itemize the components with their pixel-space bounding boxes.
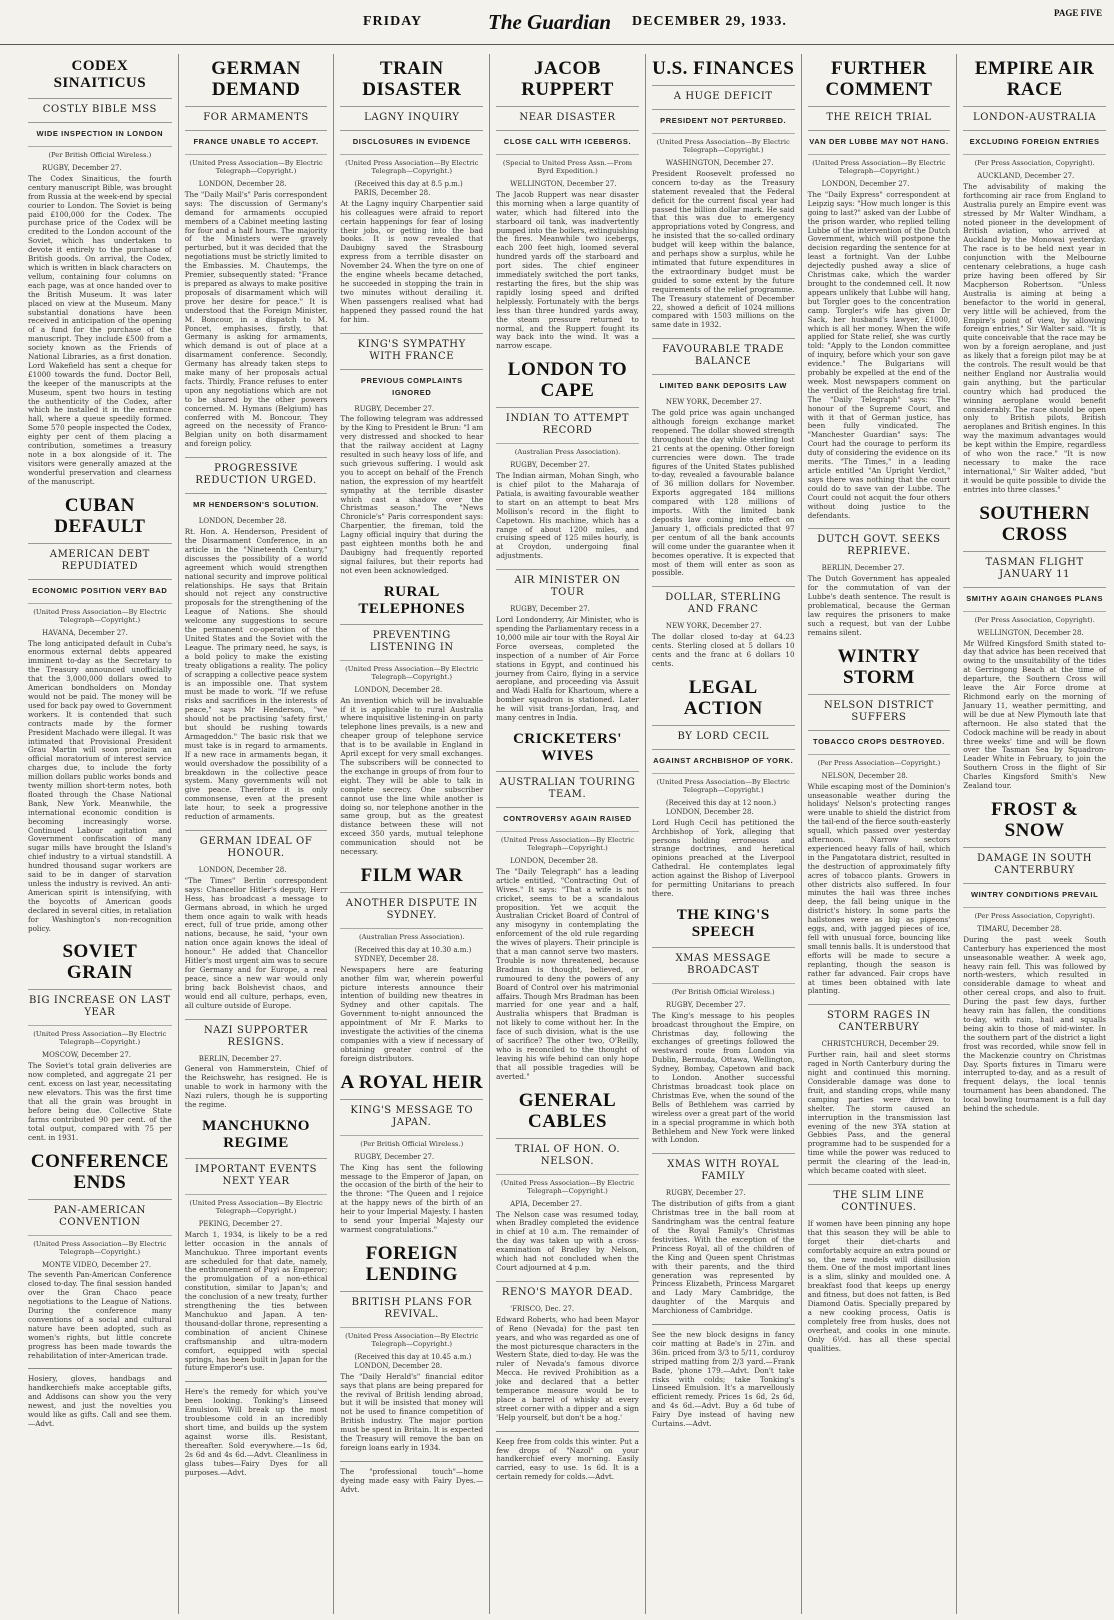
news-column-6: [801, 54, 957, 1614]
article-subheading: XMAS WITH ROYAL FAMILY: [652, 1153, 795, 1183]
article-subheading: WIDE INSPECTION IN LONDON: [28, 122, 172, 140]
article-subheading: ECONOMIC POSITION VERY BAD: [28, 579, 172, 597]
article-headline: RURAL TELEPHONES: [358, 583, 466, 617]
advertisement-text: See the new block designs in fancy coir matting at Bade's in 27in. and 36in. priced from 3/3 to 5/11, corduroy striped matting from 2/3 yard.—Frank Bade, 'phone 179.—Advt. Don't take risks with colds; take Tonking's Linseed Emulsion. It's a marvellously efficient remedy. Prices 1s 6d, 2s 6d, and 4s 6d.—Advt. Buy a 6d tube of Fairy Dye instead of having new Curtains.—Advt.: [651, 1330, 795, 1429]
article-body: The "Daily Express" correspondent at Leipzig says: "How much longer is this going to last?" asked van der Lubbe of the prison warder, who replied telling Lubbe of the intervention of the Dutch Government, which will postpone the decision regarding the sentence for at least a fortnight. Van der Lubbe dejectedly pushed away a slice of Christmas cake, which the warder brought to the condemned cell. It now appears unlikely that Lubbe will hang, but Torgler goes to the concentration camp. Torgler's wife has given Dr Sack, her husband's lawyer, £1000, which is all her money. When the wife applied for State relief, she was curtly told: "Apply to the London committee of inquiry, before which your son gave evidence." The Bulgarians will probably be expelled at the end of the week. Most newspapers comment on the verdict of the Reichstag fire trial. The "Daily Telegraph" says: The honour of the Supreme Court, and with it that of German justice, has been fully vindicated. The "Manchester Guardian" says: The Court had the courage to perform its duty of considering the evidence on its merits. "The Times," in a leading article entitled "An Upright Verdict," says there was nothing that the court could do to save van der Lubbe. The Court could not acquit the four others without doing justice to the defendants.: [807, 189, 951, 520]
divider-rule: [28, 1368, 172, 1369]
advertisement-text: The "professional touch"—home dyeing made easy with Fairy Dyes.—Advt.: [340, 1466, 484, 1494]
article-dateline: BERLIN, December 27.: [821, 564, 905, 573]
news-column-5: [645, 54, 801, 1614]
article-headline: FURTHER COMMENT: [825, 58, 933, 100]
news-column-3: [333, 54, 489, 1614]
article-subheading: COSTLY BIBLE MSS: [28, 98, 172, 116]
article-dateline: NEW YORK, December 27.: [665, 398, 762, 407]
article-subheading: LIMITED BANK DEPOSITS LAW: [652, 374, 795, 392]
article-credit: (United Press Association—By Electric Telegraph—Copyright.): [652, 773, 795, 794]
article: [28, 58, 172, 487]
article-body: "The Times" Berlin correspondent says: Chancellor Hitler's deputy, Herr Hess, has broadcast a message to Germans abroad, in which he urged them once again to walk with heads erect, full of true pride, among other nations, because, he said, "your own nation once again knows the ideal of honour." He added that Chancellor Hitler's most urgent aim was to secure for Germany and for Europe, a real peace, since a new war would only bring back Bolshevist chaos, and would end all culture, perhaps, even, all culture outside of Europe.: [184, 875, 328, 1010]
article-subheading: BRITISH PLANS FOR REVIVAL.: [340, 1291, 483, 1321]
article-headline: EMPIRE AIR RACE: [974, 58, 1095, 100]
article-dateline: (Received this day at 12 noon.) LONDON, December 28.: [665, 798, 777, 816]
divider-rule: [652, 1324, 795, 1325]
article-headline: GENERAL CABLES: [518, 1089, 617, 1132]
article-subheading: NAZI SUPPORTER RESIGNS.: [185, 1019, 328, 1049]
article-headline: THE KING'S SPEECH: [676, 906, 770, 940]
masthead-date: DECEMBER 29, 1933.: [632, 14, 787, 29]
article-credit: (United Press Association—By Electric Telegraph—Copyright.): [28, 1025, 172, 1046]
article-body: During the past week South Canterbury has experienced the most unseasonable weather. A week ago, heavy rain fell. This was followed by north-westers, which resulted in considerable damage to wheat and other cereal crops, and also to fruit. During the past few days, further heavy rain has fallen, the conditions to-day, with rain, hail and squalls being akin to those of mid-winter. In the southern part of the district a light frost was recorded, while snow fell in the Mackenzie country on Christmas Day. Sports fixtures in Timaru were interrupted to-day, and as a result of frequent delays, the local tennis tournament has been abandoned. The local bowling tournament is a full day behind the schedule.: [963, 934, 1106, 1114]
article: [340, 1243, 483, 1453]
article-dateline: LONDON, December 27.: [821, 180, 910, 188]
article-body: General von Hammerstein, Chief of the Reichswehr, has resigned. He is unable to work in harmony with the Nazi rulers, though he is supporting the regime.: [184, 1064, 328, 1110]
article-dateline: PEKING, December 27.: [198, 1219, 283, 1228]
article-dateline: LONDON, December 28.: [510, 856, 598, 865]
article-dateline: APIA, December 27.: [510, 1199, 582, 1208]
article: [496, 1281, 639, 1423]
article: [340, 584, 483, 857]
article-subheading: DISCLOSURES IN EVIDENCE: [340, 130, 483, 148]
article-dateline: AUCKLAND, December 27.: [977, 172, 1075, 180]
article-subheading: KING'S SYMPATHY WITH FRANCE: [340, 333, 483, 363]
advertisement-text: Here's the remedy for which you've been looking. Tonking's Linseed Emulsion. Will break up the most troublesome cold in an incredibly short time, and builds up the system against worse ills. Resistant, thereafter. Sold everywhere.—1s 6d, 2s 6d and 4s 6d.—Advt. Cleanliness in glass tubes—Fairy Dyes for all purposes.—Advt.: [184, 1387, 328, 1477]
article-credit: (Per British Official Wireless.): [340, 1135, 483, 1148]
article: [652, 677, 795, 899]
article-subheading: LONDON-AUSTRALIA: [963, 106, 1106, 124]
article-dateline: LONDON, December 28.: [198, 866, 287, 874]
article-subheading: IMPORTANT EVENTS NEXT YEAR: [185, 1158, 328, 1188]
article-body: Newspapers here are featuring another film war, wherein powerful picture interests announce their intention of building new theatres in Sydney and other capitals. The Government to-night announced the appointment of Mr F. Marks to investigate the activities of the cinema companies with a view if necessary of obtaining greater control of the foreign distributors.: [340, 964, 484, 1063]
news-column-1: [22, 54, 178, 1614]
article-headline: U.S. FINANCES: [652, 58, 795, 79]
article-headline: JACOB RUPPERT: [521, 58, 614, 100]
masthead-day: FRIDAY: [363, 14, 423, 29]
article-body: The distribution of gifts from a giant Christmas tree in the ball room at Sandringham was the central feature of the Royal Family's Christmas festivities. With the exception of the Princess Royal, all of the children of the King and Queen spent Christmas with their parents, and the third generation was represented by Princess Elizabeth, Princess Margaret and Lady Mary Cambridge, the daughter of the Marquis and Marchioness of Cambridge.: [651, 1199, 795, 1316]
article-dateline: CHRISTCHURCH, December 29.: [821, 1040, 939, 1049]
advertisement-text: Keep free from colds this winter. Put a few drops of "Nazol" on your handkerchief every morning. Easily carried, easy to use. 1s 6d. It is a certain remedy for colds.—Advt.: [496, 1436, 639, 1482]
article-credit: (United Press Association—By Electric Telegraph—Copyright.): [652, 133, 795, 154]
article-dateline: RUGBY, December 27.: [42, 164, 122, 172]
article-body: President Roosevelt professed no concern to-day as the Treasury statement revealed that the Federal deficit for the current fiscal year had passed the billion dollar mark. He said that this was due to emergency appropriations voted by Congress, and he insisted that the so-called ordinary budget will keep within the balance, and perhaps show a surplus, while he intimated that future expenditures in the extraordinary budget must be guided to some extent by the future requirements of the relief programme. The Treasury statement of December 22, showed a deficit of 1024 millions compared with 1503 millions on the same date in 1932.: [651, 168, 795, 330]
article-body: The King's message to his peoples broadcast throughout the Empire, on Christmas day, following the exchanges of greetings followed the westward route from London via Dublin, Bermuda, Ottawa, Wellington, Sydney, Bombay, Capetown and back to London. Another successful Christmas broadcast took place on Christmas Eve, when the sound of the Bells of Bethlehem was carried by wireless over a great part of the world in a special programme in which both Bethlehem and New York were linked with London.: [651, 1010, 795, 1145]
article: [496, 731, 639, 1082]
article-headline: CRICKETERS' WIVES: [513, 730, 622, 764]
article-headline: CONFERENCE ENDS: [30, 1150, 169, 1193]
article-headline: LONDON TO CAPE: [507, 359, 628, 402]
article: [652, 586, 795, 669]
article: [496, 359, 639, 561]
article-credit: (United Press Association—By Electric Telegraph—Copyright.): [185, 1194, 328, 1215]
article-dateline: RUGBY, December 27.: [510, 605, 590, 614]
article-body: Edward Roberts, who had been Mayor of Reno (Nevada) for the past ten years, and who was regarded as one of the most picturesque characters in the Western State, died to-day. He was the ruler of Nevada's famous divorce Mecca. He revived Prohibition as a joke and declared that a better temperance measure would be to place a barrel of whisky at every street corner with a dipper and a sign 'Help yourself, but don't be a hog.': [496, 1314, 639, 1422]
article-credit: (United Press Association—By Electric Telegraph—Copyright.): [808, 154, 951, 175]
article: [808, 646, 951, 997]
article-dateline: RUGBY, December 27.: [510, 461, 590, 470]
article-subheading: AMERICAN DEBT REPUDIATED: [28, 543, 172, 573]
article-credit: (Australian Press Association).: [496, 443, 639, 456]
article-subheading: DOLLAR, STERLING AND FRANC: [652, 586, 795, 616]
article: [185, 457, 328, 822]
article-credit: (United Press Association—By Electric Telegraph—Copyright.): [340, 660, 483, 681]
article-subheading: FOR ARMAMENTS: [185, 106, 328, 124]
article: [652, 1153, 795, 1316]
article-body: The King has sent the following message to the Emperor of Japan, on the occasion of the birth of the heir to the throne: "The Queen and I rejoice at the happy news of the birth of an heir to your Imperial Majesty. I hasten to send your Imperial Majesty our warmest congratulations.": [340, 1162, 484, 1234]
article: [185, 1019, 328, 1110]
article-subheading: TOBACCO CROPS DESTROYED.: [808, 730, 951, 748]
article: [185, 58, 328, 449]
article: [340, 865, 483, 1064]
article-body: Further rain, hail and sleet storms raged in North Canterbury during the night and continued this morning. Considerable damage was done to fruit, and standing crops, while many camping parties were driven to shelter. The storm caused an interruption in the transmission last evening of the new 3YA station at Gebbies Pass, and the general programme had to be suspended for a time while the power was reduced to permit the clearing of the lead-in, which became coated with sleet.: [807, 1050, 951, 1176]
article-subheading: LAGNY INQUIRY: [340, 106, 483, 124]
article-dateline: NELSON, December 28.: [821, 771, 908, 780]
article-dateline: BERLIN, December 27.: [198, 1054, 282, 1063]
article-credit: (United Press Association—By Electric Telegraph—Copyright.): [496, 831, 639, 852]
article-subheading: A HUGE DEFICIT: [652, 85, 795, 103]
advertisement-text: Hosiery, gloves, handbags and handkerchiefs make acceptable gifts, and Addisons can show you the very newest, and just the novelties you would like as gifts. Call and see them.—Advt.: [28, 1374, 172, 1428]
article-body: At the Lagny inquiry Charpentier said his colleagues were afraid to report certain happenings for fear of losing their jobs, or getting into the bad books. It is now revealed that Daubigny saved the Strasbourg express from a terrible disaster on November 24. When the tyre on one of the engine wheels became detached, he succeeded in stopping the train in two minutes without derailing it. When passengers realised what had happened they passed round the hat for him.: [340, 198, 484, 324]
article-subheading: MR HENDERSON'S SOLUTION.: [185, 493, 328, 511]
article-subheading: PREVENTING LISTENING IN: [340, 624, 483, 654]
article: [340, 58, 483, 325]
article-headline: FILM WAR: [360, 864, 463, 886]
article-headline: A ROYAL HEIR: [340, 1071, 484, 1093]
article: [496, 1090, 639, 1273]
article-credit: (Special to United Press Assn.—From Byrd Expedition.): [496, 154, 639, 175]
article-body: The Soviet's total grain deliveries are now completed, and aggregate 21 per cent. excess on last year, necessitating new elevators. This was the first time that all the grain was brought in before being due. Collective State farms contributed 90 per cent. of the total output, compared with 75 per cent. in 1931.: [28, 1061, 172, 1142]
article-headline: MANCHUKNO REGIME: [202, 1117, 310, 1151]
article-dateline: RUGBY, December 27.: [354, 404, 435, 413]
masthead: [0, 0, 1114, 45]
article-headline: GERMAN DEMAND: [211, 58, 301, 100]
article-body: The "Daily Mail's" Paris correspondent says: The discussion of Germany's demand for armaments occupied members of a Cabinet meeting lasting for four and a half hours. The majority of the Ministers were gravely perturbed, but it was decided that the negotiations must be strictly limited to the Embassies. M. Chautemps, the Premier, subsequently stated: "France is prepared as always to make positive proposals of disarmament which will prove her desire for peace." It is understood that the Foreign Minister, M. Boncour, in a dispatch to M. Poncet, emphasises, firstly, that Germany is asking for armaments, which demand is out of place at a disarmament conference. Secondly, Germany has already taken steps to make many of her proposals actual facts. Thirdly, France refuses to enter upon any negotiations which are not to be shared by the other powers concerned. M. Hymans (Belgium) has conferred with M. Boncour. They agreed on the necessity of Franco-Belgian unity on both disarmament and foreign policy.: [184, 189, 328, 449]
divider-rule: [496, 1431, 639, 1432]
article: [808, 1004, 951, 1176]
article-subheading: STORM RAGES IN CANTERBURY: [808, 1004, 951, 1034]
article-credit: (United Press Association—By Electric Telegraph—Copyright.): [28, 603, 172, 624]
divider-rule: [340, 1461, 483, 1462]
article-subheading: THE SLIM LINE CONTINUES.: [808, 1184, 951, 1214]
article-subheading: WINTRY CONDITIONS PREVAIL: [963, 883, 1106, 901]
article: [185, 830, 328, 1011]
article-dateline: HAVANA, December 27.: [42, 628, 128, 637]
article-dateline: LONDON, December 28.: [354, 685, 443, 694]
article-credit: (United Press Association—By Electric Telegraph—Copyright.): [28, 1235, 172, 1256]
article-subheading: FRANCE UNABLE TO ACCEPT.: [185, 130, 328, 148]
article-body: While escaping most of the Dominion's unseasonable weather during the holidays' Nelson's protecting ranges were unable to shield the district from the tail-end of the fierce south-easterly squall, which passed over yesterday afternoon. Narrow sectors experienced heavy falls of hail, which in the Pangatotara district, resulted in the destruction of approximately fifty acres of tobacco plants. Growers in other districts also suffered. In four minutes the hail was three inches deep, the fall being unique in the district's history. In some parts the hailstones were as big as pigeons' eggs, and, with jagged pieces of ice, fell with unusual force, bouncing like small tennis balls. It is understood that efforts will be made to secure a replanting, though the season is rather far advanced. Fair crops have at times been obtained with late planting.: [807, 781, 951, 996]
article-subheading: ANOTHER DISPUTE IN SYDNEY.: [340, 892, 483, 922]
article: [652, 907, 795, 1146]
article-dateline: MONTE VIDEO, December 27.: [42, 1260, 152, 1269]
article-subheading: TRIAL OF HON. O. NELSON.: [496, 1138, 639, 1168]
article-dateline: (Received this day at 8.5 p.m.) PARIS, December 28.: [354, 180, 463, 197]
article-subheading: AIR MINISTER ON TOUR: [496, 569, 639, 599]
article: [185, 1118, 328, 1373]
article-headline: FOREIGN LENDING: [365, 1242, 458, 1285]
article-dateline: NEW YORK, December 27.: [665, 622, 762, 631]
article: [652, 58, 795, 330]
article-credit: (United Press Association—By Electric Telegraph—Copyright.): [340, 154, 483, 175]
newspaper-columns: [22, 54, 1112, 1614]
article-subheading: AGAINST ARCHBISHOP OF YORK.: [652, 749, 795, 767]
article-dateline: WELLINGTON, December 27.: [510, 180, 617, 188]
article: [28, 495, 172, 934]
article: [28, 941, 172, 1142]
article-subheading: XMAS MESSAGE BROADCAST: [652, 947, 795, 977]
article-body: The gold price was again unchanged although foreign exchange market reopened. The dollar showed strength throughout the day while sterling lost 21 cents at the opening. Other foreign currencies were down. The trade figures of the United States published to-day, revealed a favourable balance of 36 million dollars for November. Exports aggregated 184 millions compared with 128 millions of imports. With the limited bank deposits law coming into effect on January 1, officials predicted that 97 per centum of all the bank accounts will come under the guarantee when it becomes operative. It is expected that most of them will enter as soon as possible.: [651, 408, 795, 578]
news-column-7: [956, 54, 1112, 1614]
article: [496, 569, 639, 723]
article-body: The advisability of making the forthcoming air race from England to Australia purely an Empire event was stressed by Mr Walter Windham, a noted pioneer in the development of British aviation, who arrived at Auckland by the Monowai yesterday. The race is to be held next year in conjunction with the Melbourne centenary celebrations, a huge cash prize having been offered by Sir Macpherson Robertson. "Unless Australia is aiming at being a benefactor to the world in general, very little will be achieved, from the Empire's point of view, by allowing foreign entries," Sir Walter said. "It is quite conceivable that the race may be won by a foreign aeroplane, and just as likely that a foreign pilot may be at the controls. The result would be that neither England nor Australia would gain anything, but the particular country which had produced the winning aeroplane would benefit considerably. The race should be open only to British pilots, British aeroplanes and British engines. In this way the maximum advantages would be kept within the Empire, regardless of who won the race." "It is now necessary to make the race international," Sir Walter added, "but it would be quite possible to divide the entries into three classes.": [963, 181, 1106, 494]
masthead-page-number: PAGE FIVE: [1054, 8, 1103, 18]
article-subheading: NELSON DISTRICT SUFFERS: [808, 694, 951, 724]
article-dateline: (Received this day at 10.30 a.m.) SYDNEY, December 28.: [354, 945, 472, 963]
article-dateline: (Received this day at 10.45 a.m.) LONDON, December 28.: [354, 1352, 472, 1370]
article-subheading: EXCLUDING FOREIGN ENTRIES: [963, 130, 1106, 148]
article-body: The "Daily Telegraph" has a leading article entitled, "Contracting Out of Wives." It says: "That a wife is not cricket, seems to be a scandalous proposition. Yet we acquit the Australian Cricket Board of Control of any misogyny in contemplating the enforcement of the old rule regarding the wives of players. Their principle is that a man cannot serve two masters. Trouble is now threatened, because Bradman is thought, believed, or rumoured to deny the powers of any Board of Control over his matrimonial affairs. Though Mrs Bradman has been married for one year and a half, Australia whispers that Bradman is not likely to come without her. In the face of such division, what is the use of sacrifice? The other two, O'Reilly, who is reconciled to the thought of leaving his wife behind can only hope that all possible tragedies will be averted.": [496, 866, 639, 1081]
article-body: The Dutch Government has appealed for the commutation of van der Lubbe's death sentence. The result is problematical, because the German law requires the prisoners to make such a request, but van der Lubbe remains silent.: [807, 574, 951, 637]
news-column-2: [178, 54, 334, 1614]
article-credit: (Per Press Association, Copyright).: [963, 611, 1106, 624]
article-body: The Jacob Ruppert was near disaster this morning when a large quantity of water, which had filtered into the starboard oil tank, was inadvertently pumped into the boilers, extinguishing the fires. Meanwhile two icebergs, each 200 feet high, loomed several hundred yards off the starboard and port sides. The chief engineer immediately switched the port tanks, restarting the fires, but the ship was rapidly losing speed and drifted helplessly. Fortunately with the bergs less than three hundred yards away, the steam pressure returned to normal, and the Ruppert fought its way back into the wind. It was a narrow escape.: [496, 189, 639, 351]
article-subheading: TASMAN FLIGHT JANUARY 11: [963, 551, 1106, 581]
article-body: The Indian airman, Mohan Singh, who is chief pilot to the Maharaja of Patiala, is awaiting favourable weather to start on an attempt to beat Mrs Mollison's record in the flight to Capetown. His machine, which has a range of about 1200 miles, and cruising speed of 125 miles hourly, is at Croydon, undergoing final adjustments.: [496, 471, 639, 561]
article-body: The seventh Pan-American Conference closed to-day. The final session handed over the Gran Chaco peace negotiations to the League of Nations. During the conference many conventions of a social and cultural nature have been adopted, such as women's rights, but little concrete progress has been made towards the rehabilitation of inter-American trade.: [28, 1270, 172, 1360]
article-body: Lord Hugh Cecil has petitioned the Archbishop of York, alleging that persons holding erroneous and strange doctrines, and heretical opinions preached at the Liverpool Cathedral. He contemplates legal action against the Bishop of Liverpool for permitting Unitarians to preach there.: [651, 817, 795, 898]
article-subheading: PRESIDENT NOT PERTURBED.: [652, 109, 795, 127]
article-body: The Codex Sinaiticus, the fourth century manuscript Bible, was brought from Russia at the week-end by special courier to London. The Soviet is being paid £100,000 for the Codex. The purchase price of the Codex will be credited to the London account of the Soviet, which has undertaken to devote it entirely to the purchase of British goods. On arrival, the Codex, which is written in black characters on vellum, containing four columns on each page, was at once handed over to the British Museum. It was later placed on view at the Museum. Many substantial donations have been received in anticipation of the opening of a fund for the purchase of the manuscript. They include £500 from a society known as the Friends of National Libraries, as a first donation. Lord Wakefield has sent a cheque for £1000 towards the fund. Doctor Bell, the keeper of the manuscripts at the Museum, spent two hours in testing the authenticity of the Codex, after which he installed it in the entrance hall, where a queue speedily formed. Some 570 people inspected the Codex, eighty per cent of them placing a contribution, sometimes a treasury note in a box alongside of it. The visitors were generally amazed at the wonderful preservation and clearness of the manuscript.: [28, 173, 172, 486]
article-subheading: KING'S MESSAGE TO JAPAN.: [340, 1099, 483, 1129]
article-credit: (Australian Press Association).: [340, 928, 483, 941]
article-body: If women have been pinning any hope that this season they will be able to forget their diet-charts and comfortably acquire an extra pound or so, the new models will disillusion them. One of the most important lines is a slim, slinky and moulded one. A breakfast food that keeps up energy and fitness, but does not fatten, is Bed Diamond Oatis. Specially prepared by a new cooking process, Oatis is completely free from husks, does not overheat, and cooks in one minute. Only 6½d. has all these special qualities.: [807, 1218, 951, 1353]
article-subheading: GERMAN IDEAL OF HONOUR.: [185, 830, 328, 860]
article: [963, 503, 1106, 791]
article-subheading: CLOSE CALL WITH ICEBERGS.: [496, 130, 639, 148]
article-subheading: FAVOURABLE TRADE BALANCE: [652, 338, 795, 368]
article-headline: WINTRY STORM: [837, 645, 921, 688]
article-credit: (United Press Association—By Electric Telegraph—Copyright.): [185, 154, 328, 175]
article-dateline: LONDON, December 28.: [198, 517, 287, 526]
article-headline: CUBAN DEFAULT: [54, 494, 146, 537]
article-credit: (Per Press Association, Copyright).: [963, 907, 1106, 920]
article-subheading: THE REICH TRIAL: [808, 106, 951, 124]
article-subheading: INDIAN TO ATTEMPT RECORD: [496, 407, 639, 437]
article-body: Lord Londonderry, Air Minister, who is spending the Parliamentary recess in a 10,000 mile air tour with the Royal Air Force overseas, completed the inspection of a number of Air Force stations in Egypt, and continued his journey from Cairo, flying in a service aeroplane, and proceeding via Assuit and Wadi Halfa for Khartoum, where a bomber squadron is stationed. Later he will visit trans-Jordan, Iraq, and many centres in India.: [496, 615, 639, 723]
article-credit: (Per British Official Wireless.): [28, 146, 172, 159]
article-credit: (United Press Association—By Electric Telegraph—Copyright.): [496, 1174, 639, 1195]
article-subheading: SMITHY AGAIN CHANGES PLANS: [963, 587, 1106, 605]
article-body: The dollar closed to-day at 64.23 cents. Sterling closed at 5 dollars 10 cents and the franc at 6 dollars 10 cents.: [651, 632, 795, 668]
masthead-paper-name: The Guardian: [488, 10, 612, 34]
article-body: The following telegram was addressed by the King to President le Brun: "I am very distressed and shocked to hear that the railway accident at Lagny resulted in such heavy loss of life, and such grievous suffering. I would ask you to accept on behalf of the French nation, the expression of my heartfelt sympathy at the terrible disaster which cast a shadow over the Christmas season." The "News Chronicle's" Paris correspondent says: Charpentier, the fireman, told the Lagny official inquiry that during the past eighteen months both he and Daubigny had frequently reported signal failures, but their reports had not even been acknowledged.: [340, 414, 484, 575]
article: [652, 338, 795, 578]
article-subheading: DUTCH GOVT. SEEKS REPRIEVE.: [808, 528, 951, 558]
article-subheading: PREVIOUS COMPLAINTS IGNORED: [340, 369, 483, 399]
article-subheading: BIG INCREASE ON LAST YEAR: [28, 989, 172, 1019]
article-credit: (United Press Association—By Electric Telegraph—Copyright.): [340, 1327, 483, 1348]
article: [963, 58, 1106, 495]
article-headline: CODEX SINAITICUS: [53, 58, 147, 91]
article-body: The Nelson case was resumed today, when Bradley completed the evidence in chief at 10 a.m. The remainder of the day was taken up with a cross-examination of Bradley by Nelson, which had not concluded when the Court adjourned at 4 p.m.: [496, 1209, 639, 1272]
article-dateline: RUGBY, December 27.: [665, 1000, 746, 1009]
article-credit: (Per Press Association, Copyright).: [963, 154, 1106, 167]
article-headline: FROST & SNOW: [991, 798, 1079, 841]
article: [340, 333, 483, 576]
article-body: The long anticipated default in Cuba's enormous external debts appeared imminent to-day as the Secretary to the Treasury announced unofficially that the 3,000,000 dollars owed to American bondholders on Monday would not be paid. The money will be used for back pay owed to Government workers. It is contended that such contracts made by the former President Machado were illegal. It was intimated that Provisional President Grau Martin will soon proclaim an official moratorium of interest service charges due, to include the forty million dollars public works bonds and twenty million short-term notes, both floated through the Chase National Bank, New York. Meanwhile, the international economic condition is becoming increasingly worse. Continued Labour agitation and Government confiscation of many sugar mills have brought the Island's chief industry to a virtual standstill. A hundred thousand sugar workers are said to be in danger of starvation unless the industry is revived. An anti-American spirit is intensifying, with the boycotts of American goods declared in several cities, in retaliation for Washington's non-recognition policy.: [28, 638, 172, 933]
article-dateline: WELLINGTON, December 28.: [977, 628, 1084, 637]
article-subheading: DAMAGE IN SOUTH CANTERBURY: [963, 847, 1106, 877]
divider-rule: [185, 1381, 328, 1382]
article-dateline: MOSCOW, December 27.: [42, 1051, 132, 1060]
article: [808, 58, 951, 520]
article-dateline: LONDON, December 28.: [198, 180, 287, 188]
article-subheading: AUSTRALIAN TOURING TEAM.: [496, 771, 639, 801]
article-subheading: BY LORD CECIL: [652, 725, 795, 743]
article-headline: TRAIN DISASTER: [362, 58, 462, 100]
article-subheading: VAN DER LUBBE MAY NOT HANG.: [808, 130, 951, 148]
article-body: March 1, 1934, is likely to be a red letter occasion in the annals of Manchukuo. Three important events are scheduled for that date, namely, the enthronement of Puyi as Emperor; the promulgation of a non-ethical constitution, similar to Japan's; and the conclusion of a new treaty, further strengthening the ties between Manchukuo and Japan. A ten-thousand-dollar throne, representing a combination of ancient Chinese craftsmanship and ultra-modern comfort, equipped with special springs, has been built in Japan for the future Emperor's use.: [184, 1229, 328, 1373]
article-body: Rt. Hon. A. Henderson, President of the Disarmament Conference, in an article in the "Nineteenth Century," discusses the possibility of a world agreement which would strengthen national security and improve political relationships. He says that Britain should not reject any constructive proposals for the strengthening of the League of Nations. She should welcome any suggestions to secure the permanent co-operation of the United States and the Soviet with the League. The primary need, he says, is a bold policy to make the existing treaty obligations a reality. The policy of scrapping a collective peace system is an impossible one. That system must be made to work. "If we refuse risks and sacrifices in the interests of peace," says Mr Henderson, "we should not be practising 'safety first,' but should be rushing towards Armageddon." The basic risk that we must take is in regard to armaments. If a new race in armaments began, it would overshadow the possibility of a breakdown in the collective peace system. Many governments will not give peace. Therefore it is only commonsense, even at the present late hour, to seek a progressive reduction of armaments.: [184, 527, 328, 822]
article-subheading: PAN-AMERICAN CONVENTION: [28, 1199, 172, 1229]
article-subheading: CONTROVERSY AGAIN RAISED: [496, 807, 639, 825]
article: [496, 58, 639, 351]
article-dateline: TIMARU, December 28.: [977, 924, 1062, 933]
article-subheading: PROGRESSIVE REDUCTION URGED.: [185, 457, 328, 487]
article: [28, 1151, 172, 1361]
article: [808, 528, 951, 637]
article-body: The "Daily Herald's" financial editor says that plans are being prepared for the revival of British lending abroad, but it will be insisted that money will not be used to finance competition of British industry. The major portion must be spent in Britain. It is expected the Treasury will remove the ban on foreign loans early in 1934.: [340, 1371, 484, 1452]
article-credit: (Per British Official Wireless.): [652, 983, 795, 996]
article-body: An invention which will be invaluable if it is applicable to rural Australia where inquisitive listening-in on party telephone lines prevails, is a new and cheaper group of telephone service that is to be available in England in April except for very small exchanges. The subscribers will be connected to the exchange in groups of from four to eight. They will be able to talk in complete secrecy. One subscriber cannot use the line while another is doing so, nor telephone another in the same group, but as the greatest distance between these will not exceed 350 yards, mutual telephone communication should not be necessary.: [340, 695, 484, 857]
article-headline: SOUTHERN CROSS: [979, 502, 1090, 545]
article-dateline: 'FRISCO, Dec. 27.: [510, 1304, 575, 1313]
article-subheading: RENO'S MAYOR DEAD.: [496, 1281, 639, 1299]
article: [963, 799, 1106, 1114]
news-column-4: [489, 54, 645, 1614]
article-body: Mr Wilfred Kingsford Smith stated to-day that advice has been received that owing to the unsuitability of the tides at Gerringong Beach at the time of departure, the Southern Cross will leave the Air Force drome at Richmond early on the morning of January 11, weather permitting, and will be due at New Plymouth late that afternoon. He also stated that the Codock machine will be ready in about three weeks' time and will be flown over the Tasman Sea by Squadron-Leader White in February, to join the Southern Cross in the flight of Sir Charles Kingsford Smith's New Zealand tour.: [963, 638, 1106, 791]
article-dateline: RUGBY, December 27.: [665, 1189, 746, 1198]
article-dateline: WASHINGTON, December 27.: [665, 159, 774, 167]
article-headline: SOVIET GRAIN: [62, 941, 138, 984]
article-credit: (Per Press Association—Copyright.): [808, 754, 951, 767]
article-dateline: RUGBY, December 27.: [354, 1152, 435, 1161]
article: [340, 1072, 483, 1235]
article-subheading: NEAR DISASTER: [496, 106, 639, 124]
article: [808, 1184, 951, 1354]
article-headline: LEGAL ACTION: [683, 676, 763, 719]
